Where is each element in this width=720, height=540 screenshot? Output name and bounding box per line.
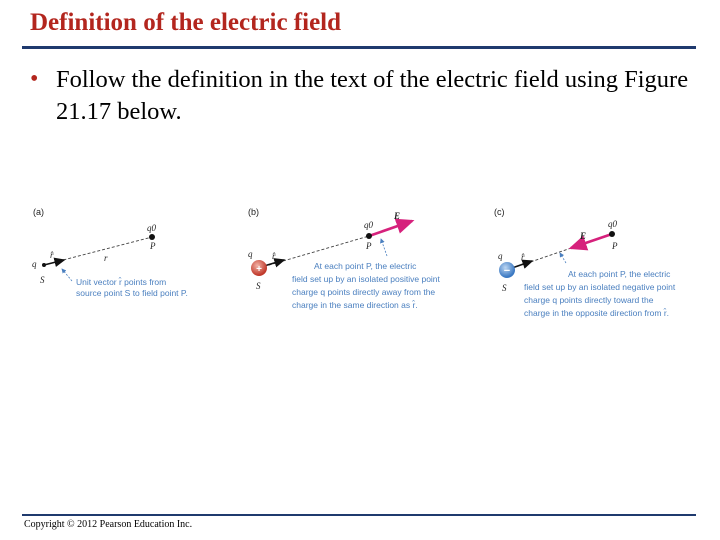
panel-b-caption-line-3: charge q points directly away from the [292, 287, 436, 297]
panel-a-source-point [42, 263, 46, 267]
title-divider [22, 46, 696, 49]
slide-title: Definition of the electric field [30, 9, 342, 36]
panel-c-q0-label: q0 [608, 219, 617, 229]
footer-divider [22, 514, 696, 516]
panel-c [494, 207, 678, 318]
panel-c-unit-vector-arrow [512, 261, 532, 268]
panel-a-rhat-label: r̂ [50, 250, 54, 260]
panel-b-q-label: q [248, 249, 253, 259]
panel-c-label: (c) [494, 207, 505, 217]
panel-b-caption [292, 261, 442, 310]
panel-b-caption-line-2: field set up by an isolated positive point [292, 274, 440, 284]
panel-c-p-label: P [612, 241, 618, 251]
panel-b-caption-line-4: charge in the same direction as r̂. [292, 300, 418, 310]
panel-b-p-label: P [366, 241, 372, 251]
panel-c-charge-sign: − [503, 265, 511, 277]
panel-a-label: (a) [33, 207, 44, 217]
panel-a-caption-line-1: Unit vector r̂ points from [76, 277, 167, 287]
panel-b-field-point [366, 233, 372, 239]
panel-a-p-label: P [150, 241, 156, 251]
panel-b-s-label: S [256, 281, 261, 291]
panel-a-r-label: r [104, 253, 108, 263]
panel-a-caption-line-2: source point S to field point P. [76, 288, 188, 298]
panel-c-q-label: q [498, 251, 503, 261]
panel-a-s-label: S [40, 275, 45, 285]
panel-b-field-vector [369, 221, 412, 236]
panel-c-caption-line-4: charge in the opposite direction from r̂. [524, 308, 670, 318]
panel-b-label: (b) [248, 207, 259, 217]
panel-c-field-vector [571, 234, 612, 248]
panel-b-caption-line-1: At each point P, the electric [314, 261, 417, 271]
panel-c-caption-line-2: field set up by an isolated negative point [524, 282, 676, 292]
panel-c-s-label: S [502, 283, 507, 293]
bullet-marker: • [30, 66, 39, 92]
panel-b-charge-sign: + [256, 264, 262, 275]
panel-a-unit-vector-arrow [44, 260, 64, 265]
panel-a-field-point [149, 234, 155, 240]
panel-b-q0-label: q0 [364, 220, 373, 230]
panel-a-q-label: q [32, 259, 37, 269]
copyright-notice: Copyright © 2012 Pearson Education Inc. [24, 519, 193, 530]
panel-b-caption-pointer [381, 239, 387, 256]
panel-c-caption-line-3: charge q points directly toward the [524, 295, 654, 305]
panel-a-caption [76, 276, 188, 298]
panel-c-caption-pointer [560, 253, 566, 263]
panel-a-caption-pointer [62, 269, 72, 281]
panel-c-e-label: E [580, 231, 587, 241]
figure-21-17 [0, 195, 720, 335]
panel-c-field-point [609, 231, 615, 237]
panel-a-q0-label: q0 [147, 223, 156, 233]
panel-b-e-label: E [394, 211, 401, 221]
panel-c-rhat-label: r̂ [521, 252, 525, 262]
panel-c-caption [524, 269, 678, 318]
panel-c-caption-line-1: At each point P, the electric [568, 269, 671, 279]
panel-b-rhat-label: r̂ [272, 251, 276, 261]
panel-a [32, 207, 188, 298]
bullet-text: Follow the definition in the text of the electric field using Figure 21.17 below. [56, 66, 689, 125]
panel-b [248, 207, 442, 310]
